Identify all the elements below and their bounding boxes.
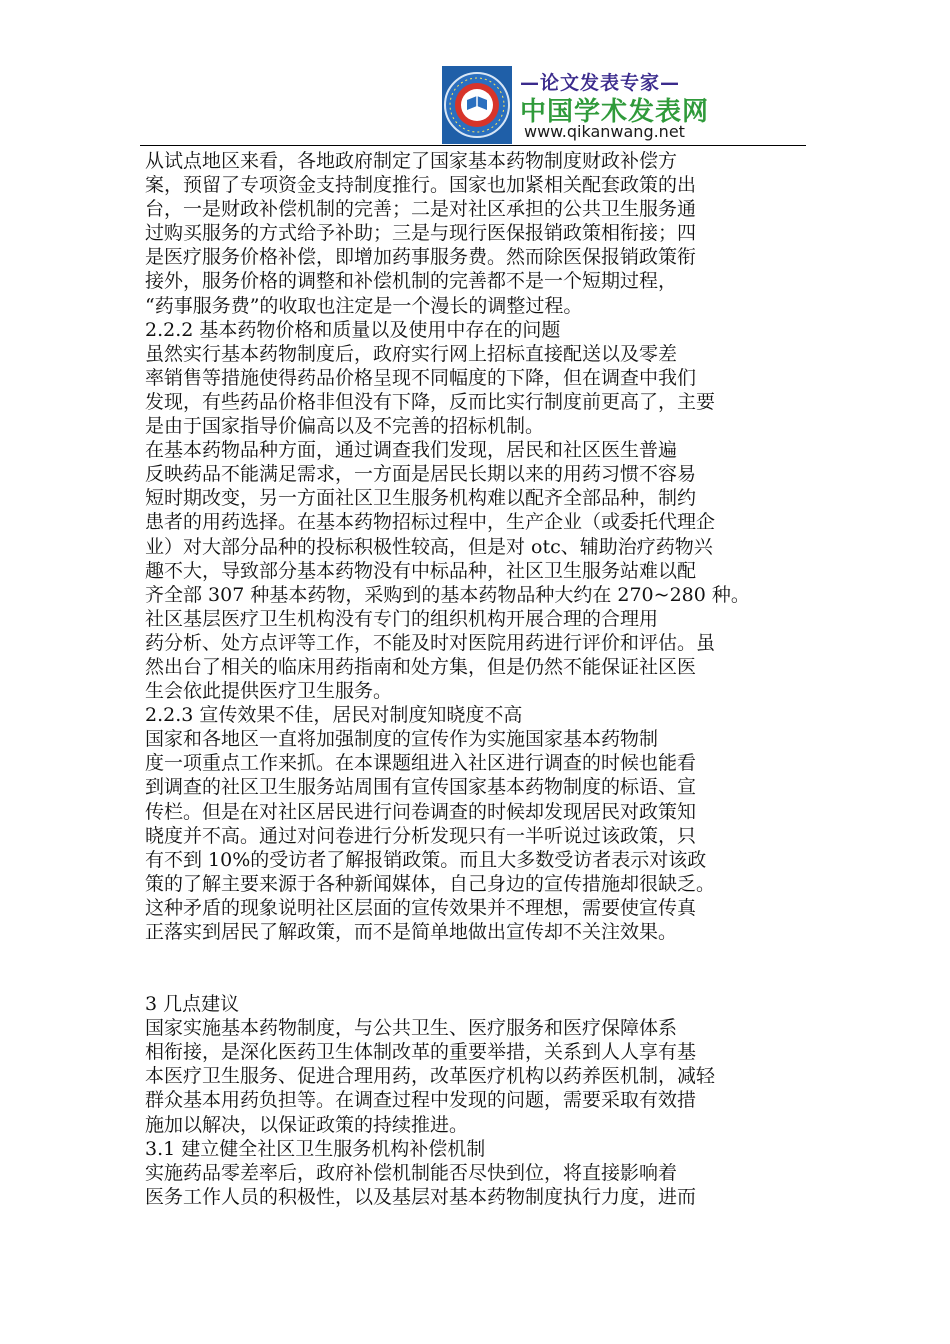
text-line: 率销售等措施使得药品价格呈现不同幅度的下降，但在调查中我们 [145,366,697,389]
header-divider [140,145,806,146]
logo-tagline: —论文发表专家— [520,72,681,94]
text-line: 策的了解主要来源于各种新闻媒体，自己身边的宣传措施却很缺乏。 [145,872,716,895]
blank-line [145,944,805,992]
text-line: 社区基层医疗卫生机构没有专门的组织机构开展合理的合理用 [145,607,659,630]
academic-emblem-icon [442,66,512,144]
text-line: 正落实到居民了解政策，而不是简单地做出宣传却不关注效果。 [145,921,678,943]
text-line: 过购买服务的方式给予补助；三是与现行医保报销政策相衔接；四 [145,222,697,245]
logo-url: www.qikanwang.net [524,122,685,141]
text-line: 晓度并不高。通过对问卷进行分析发现只有一半听说过该政策，只 [145,824,697,847]
text-line: 是医疗服务价格补偿，即增加药事服务费。然而除医保报销政策衔 [145,246,697,269]
text-line: 趣不大，导致部分基本药物没有中标品种，社区卫生服务站难以配 [145,559,697,582]
text-line: 3.1 建立健全社区卫生服务机构补偿机制 [145,1137,486,1160]
text-line: 国家和各地区一直将加强制度的宣传作为实施国家基本药物制 [145,728,659,751]
text-line: 传栏。但是在对社区居民进行问卷调查的时候却发现居民对政策知 [145,800,697,823]
article-body [145,149,805,1209]
text-line: 反映药品不能满足需求，一方面是居民长期以来的用药习惯不容易 [145,463,697,486]
text-line: 度一项重点工作来抓。在本课题组进入社区进行调查的时候也能看 [145,752,697,775]
text-line: 到调查的社区卫生服务站周围有宣传国家基本药物制度的标语、宣 [145,776,697,799]
text-line: 群众基本用药负担等。在调查过程中发现的问题，需要采取有效措 [145,1089,697,1112]
text-line: 施加以解决，以保证政策的持续推进。 [145,1113,469,1136]
text-line: 案，预留了专项资金支持制度推行。国家也加紧相关配套政策的出 [145,174,697,197]
text-line: 业）对大部分品种的投标积极性较高，但是对 otc、辅助治疗药物兴 [145,535,713,558]
text-line: 然出台了相关的临床用药指南和处方集，但是仍然不能保证社区医 [145,655,697,678]
text-line: 生会依此提供医疗卫生服务。 [145,680,393,703]
text-line: 本医疗卫生服务、促进合理用药，改革医疗机构以药养医机制，减轻 [145,1065,716,1088]
text-line: “药事服务费”的收取也注定是一个漫长的调整过程。 [145,294,583,317]
text-line: 发现，有些药品价格非但没有下降，反而比实行制度前更高了，主要 [145,390,716,413]
text-line: 实施药品零差率后，政府补偿机制能否尽快到位，将直接影响着 [145,1161,678,1184]
text-line: 这种矛盾的现象说明社区层面的宣传效果并不理想，需要使宣传真 [145,896,697,919]
text-line: 相衔接，是深化医药卫生体制改革的重要举措，关系到人人享有基 [145,1041,697,1064]
text-line: 2.2.3 宣传效果不佳，居民对制度知晓度不高 [145,704,523,727]
text-line: 3 几点建议 [145,993,240,1016]
text-line: 医务工作人员的积极性，以及基层对基本药物制度执行力度，进而 [145,1185,697,1208]
text-line: 接外，服务价格的调整和补偿机制的完善都不是一个短期过程， [145,270,678,293]
text-line: 有不到 10%的受访者了解报销政策。而且大多数受访者表示对该政 [145,848,707,871]
text-line: 患者的用药选择。在基本药物招标过程中，生产企业（或委托代理企 [145,511,716,534]
text-line: 齐全部 307 种基本药物，采购到的基本药物品种大约在 270~280 种。 [145,583,750,606]
site-logo [442,66,710,144]
text-line: 台，一是财政补偿机制的完善；二是对社区承担的公共卫生服务通 [145,198,697,221]
logo-site-name: 中国学术发表网 [520,97,710,127]
text-line: 2.2.2 基本药物价格和质量以及使用中存在的问题 [145,318,561,341]
text-line: 在基本药物品种方面，通过调查我们发现，居民和社区医生普遍 [145,439,678,462]
text-line: 药分析、处方点评等工作，不能及时对医院用药进行评价和评估。虽 [145,631,716,654]
text-line: 是由于国家指导价偏高以及不完善的招标机制。 [145,415,545,438]
text-line: 短时期改变，另一方面社区卫生服务机构难以配齐全部品种，制约 [145,487,697,510]
text-line: 从试点地区来看，各地政府制定了国家基本药物制度财政补偿方 [145,150,678,172]
text-line: 国家实施基本药物制度，与公共卫生、医疗服务和医疗保障体系 [145,1017,678,1040]
text-line: 虽然实行基本药物制度后，政府实行网上招标直接配送以及零差 [145,342,678,365]
